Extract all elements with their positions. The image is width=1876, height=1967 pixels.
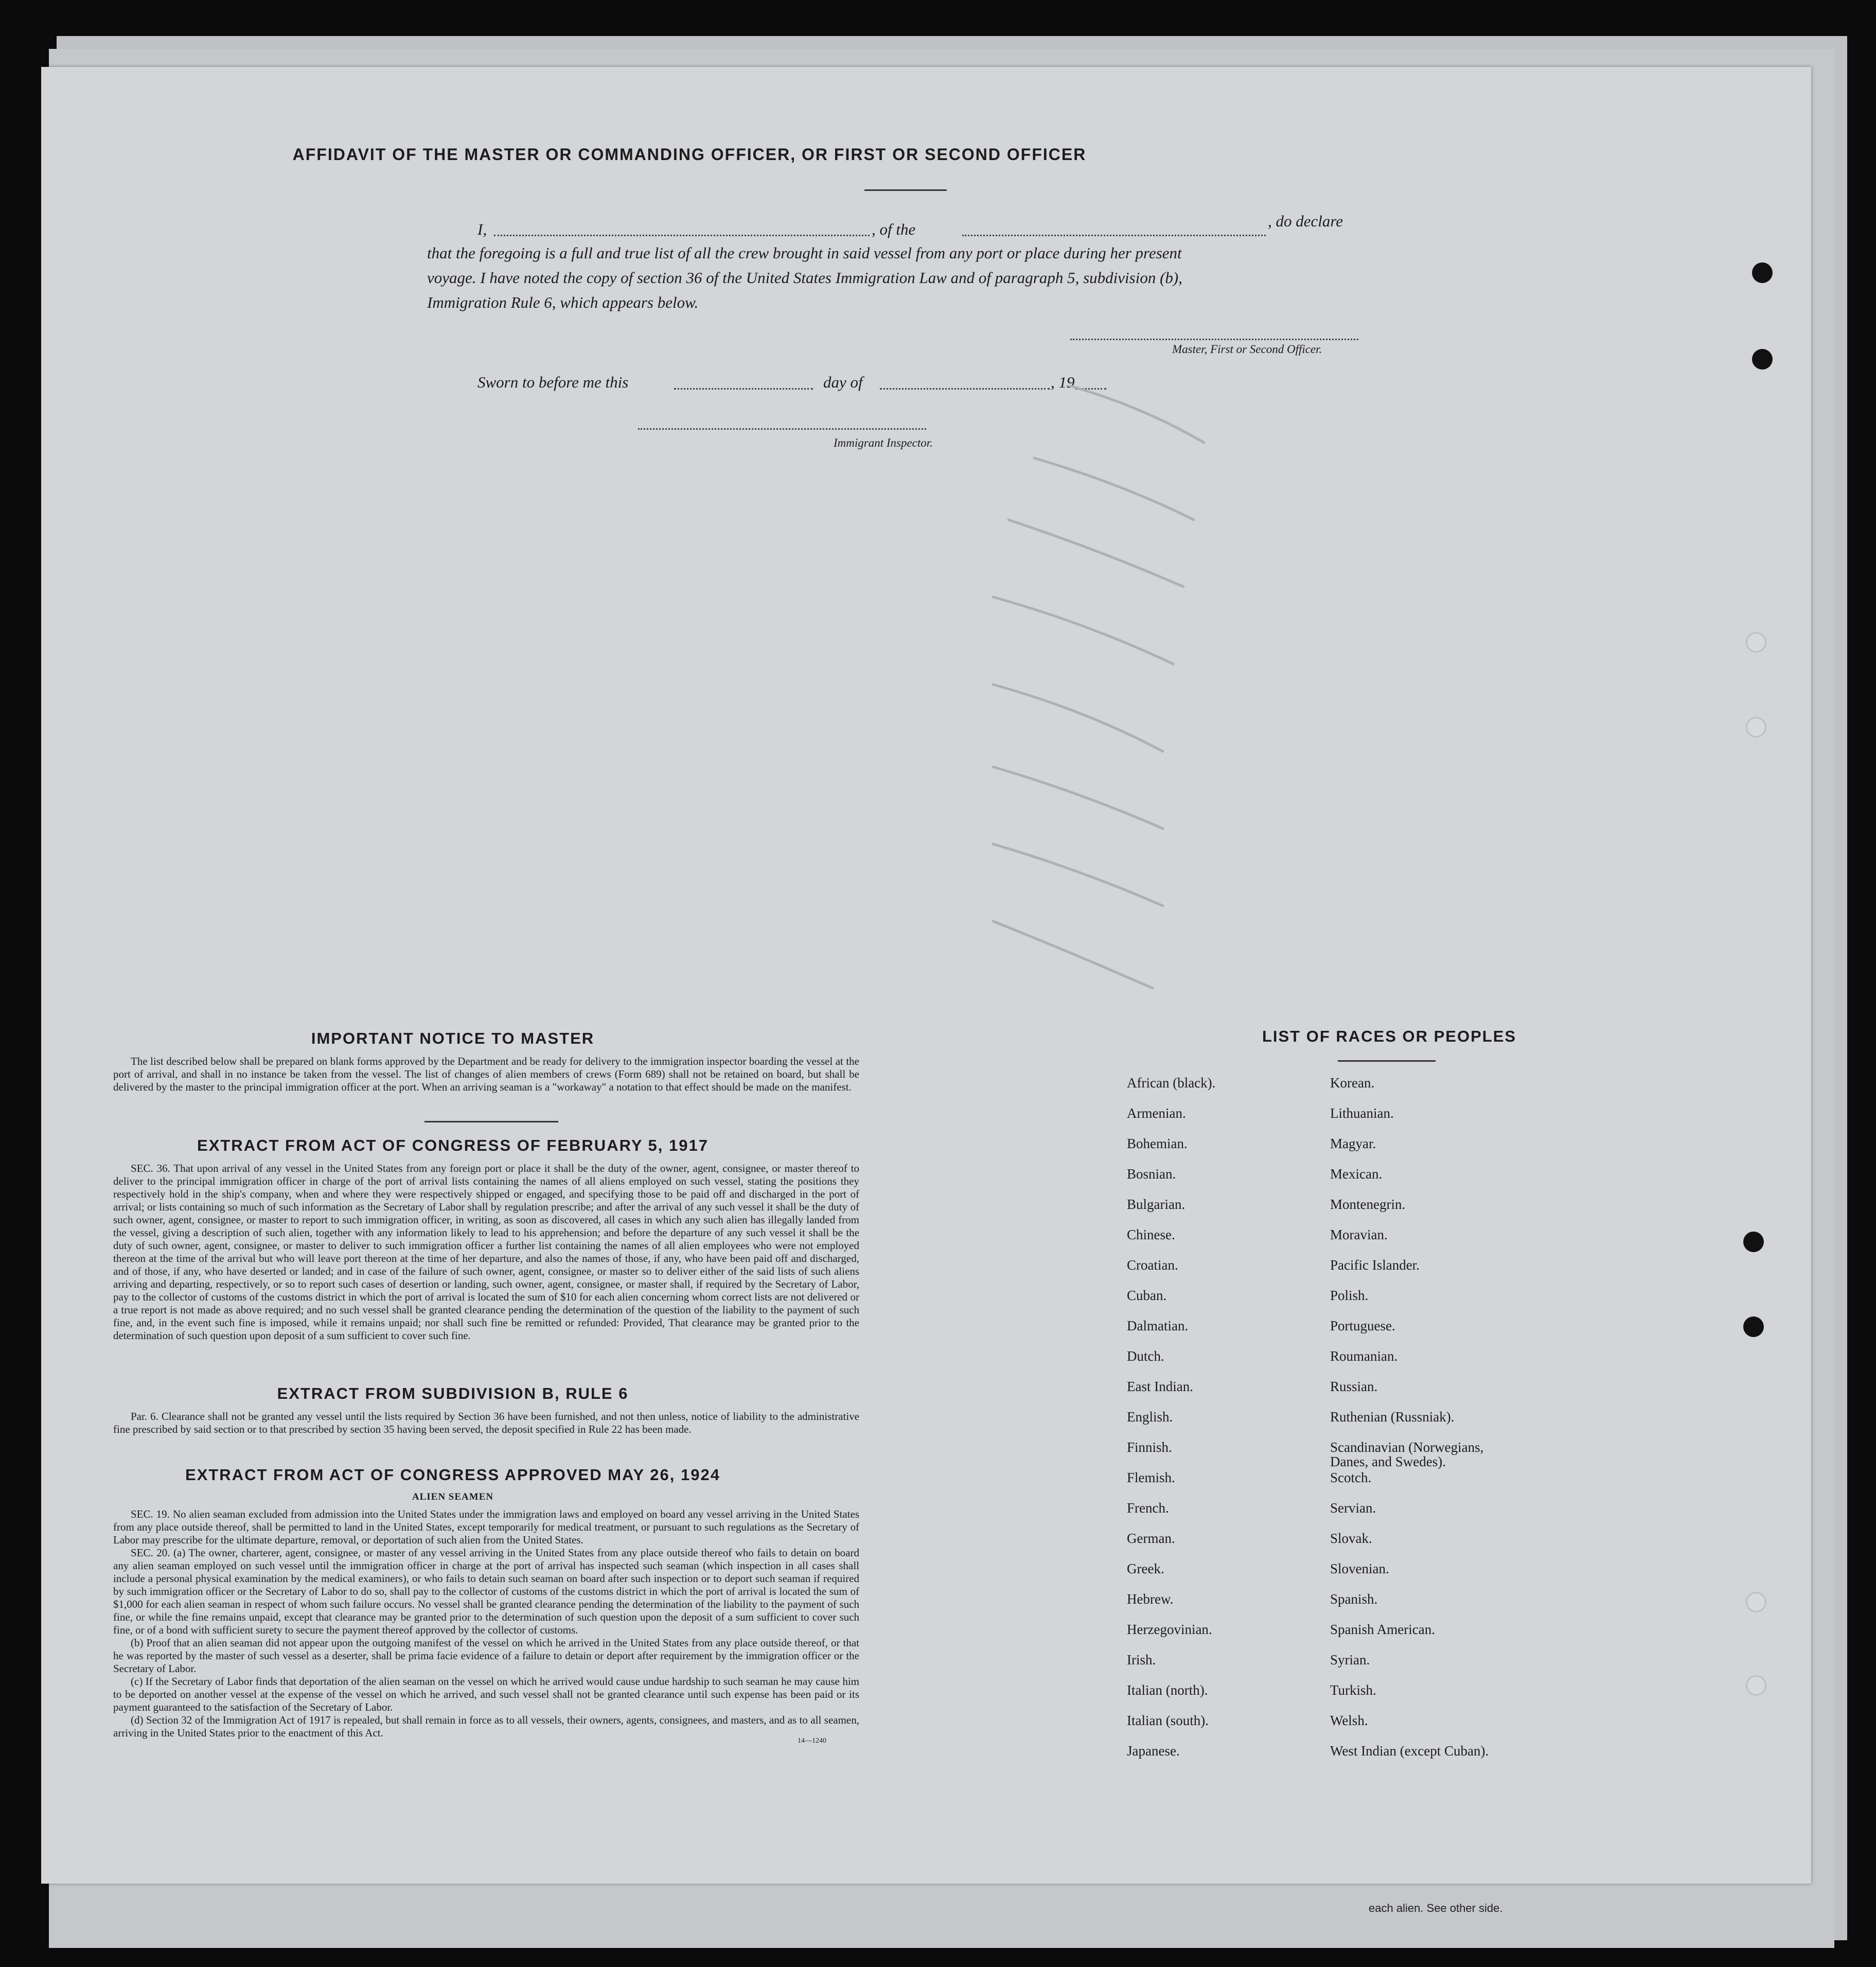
- race-item: Spanish American.: [1330, 1622, 1435, 1637]
- binder-hole: [1746, 717, 1766, 737]
- race-item: Servian.: [1330, 1500, 1376, 1516]
- race-item: Mexican.: [1330, 1166, 1383, 1182]
- race-item: Greek.: [1127, 1561, 1164, 1576]
- race-item: Magyar.: [1330, 1136, 1376, 1151]
- affidavit-body: [427, 241, 1446, 315]
- race-item: Montenegrin.: [1330, 1197, 1406, 1212]
- race-item: Turkish.: [1330, 1682, 1376, 1698]
- affidavit-i-label: I,: [477, 220, 487, 238]
- race-item: Portuguese.: [1330, 1318, 1395, 1333]
- sec-20b-text: (b) Proof that an alien seaman did not appear upon the outgoing manifest of the vessel on which he arrived in the United States from any place outside thereof, or that he was reported by the master of such vessel as a deserter, shall be prima facie evidence of a failure to detain or deport after requirement by the immigration officer or the Secretary of Labor.: [113, 1637, 859, 1675]
- race-item: Korean.: [1330, 1075, 1375, 1091]
- race-item: Irish.: [1127, 1652, 1156, 1667]
- sec-20d-text: (d) Section 32 of the Immigration Act of 1917 is repealed, but shall remain in force as to all vessels, their owners, agents, consignees, and masters, and as to all seamen, arriving in the United States prior to the enactment of this Act.: [113, 1714, 859, 1739]
- signature-blank-line: [1070, 339, 1358, 340]
- race-item: African (black).: [1127, 1075, 1216, 1091]
- document-page: [41, 67, 1811, 1884]
- sworn-label: Sworn to before me this: [477, 373, 629, 391]
- sec-20c-text: (c) If the Secretary of Labor finds that deportation of the alien seaman on the vessel on which he arrived would cause undue hardship to such seaman he may cause him to be deported on another vessel at the expense of the vessel on which he arrived, and such vessel shall not be granted clearance until such expense has been paid or its payment guaranteed to the satisfaction of the Secretary of Labor.: [113, 1675, 859, 1713]
- race-item: Welsh.: [1330, 1713, 1368, 1728]
- inspector-blank-line: [638, 428, 926, 430]
- extract-1917-text: SEC. 36. That upon arrival of any vessel in the United States from any foreign port or place it shall be the duty of the owner, agent, consignee, or master thereof to deliver to the principal immigration officer in charge of the port of arrival lists containing the names of all aliens employed on such vessel, stating the positions they respectively hold in the ship's company, when and where they were respectively shipped or engaged, and specifying those to be paid off and discharged in the port of arrival; or lists containing so much of such information as the Secretary of Labor shall by regulation prescribe; and after the arrival of any such vessel it shall be the duty of such owner, agent, consignee, or master to report to such immigration officer, in writing, as soon as discovered, all cases in which any such alien has illegally landed from the vessel, giving a description of such alien, together with any information likely to lead to his apprehension; and before the departure of any such vessel it shall be the duty of such owner, agent, consignee, or master to deliver to such immigration officer a further list containing the names of all alien employees who were not employed thereon at the time of the arrival but who will leave port thereon at the time of her departure, and also the names of those, if any, who have been paid off and discharged, and of those, if any, who have deserted or landed; and in case of the failure of such owner, agent, consignee, or master so to deliver either of the said lists of such aliens arriving and departing, respectively, or so to report such cases of desertion or landing, such owner, agent, consignee, or master shall, if required by the Secretary of Labor, pay to the collector of customs of the customs district in which the port of arrival is located the sum of $10 for each alien concerning whom correct lists are not delivered or a true report is not made as above required; and no such vessel shall be granted clearance pending the determination of the question of the liability to the payment of such fine, and, in the event such fine is imposed, while it remains unpaid; nor shall such fine be remitted or refunded: Provided, That clearance may be granted prior to the determination of such question upon deposit of a sum sufficient to cover such fine.: [113, 1162, 859, 1342]
- affidavit-line: that the foregoing is a full and true list of all the crew brought in said vessel from any port or place during her present: [427, 244, 1182, 262]
- race-item: Russian.: [1330, 1379, 1378, 1394]
- race-item: English.: [1127, 1409, 1173, 1425]
- binder-hole: [1746, 632, 1766, 653]
- race-item: Bulgarian.: [1127, 1197, 1185, 1212]
- race-item: West Indian (except Cuban).: [1330, 1743, 1489, 1759]
- affidavit-line: voyage. I have noted the copy of section 36 of the United States Immigration Law and of paragraph 5, subdivision (b),: [427, 269, 1182, 287]
- affidavit-do-declare: , do declare: [1268, 212, 1343, 230]
- extract-rule6-text: Par. 6. Clearance shall not be granted any vessel until the lists required by Section 36 have been furnished, and not then unless, notice of liability to the administrative fine prescribed by said section or to that prescribed by section 35 having been served, the deposit specified in Rule 22 has been made.: [113, 1410, 859, 1435]
- binder-hole: [1746, 1592, 1766, 1612]
- notice-text: The list described below shall be prepared on blank forms approved by the Department and be ready for delivery to the immigration inspector boarding the vessel at the port of arrival, and shall in no instance be taken from the vessel. The list of changes of alien members of crews (Form 689) shall not be retained on board, but shall be delivered by the master to the principal immigration officer at the port. When an arriving seaman is a "workaway" a notation to that effect should be made on the manifest.: [113, 1055, 859, 1093]
- day-of-label: day of: [823, 373, 863, 391]
- race-item: Spanish.: [1330, 1591, 1378, 1607]
- race-item: East Indian.: [1127, 1379, 1193, 1394]
- vessel-blank-line: [962, 235, 1266, 236]
- race-item: Dalmatian.: [1127, 1318, 1189, 1333]
- extract-rule6-title: EXTRACT FROM SUBDIVISION B, RULE 6: [277, 1384, 629, 1402]
- race-item: Hebrew.: [1127, 1591, 1174, 1607]
- race-item: Italian (north).: [1127, 1682, 1208, 1698]
- extract-1924-body: [113, 1508, 859, 1740]
- extract-1917-body: [113, 1162, 859, 1342]
- race-item: Lithuanian.: [1330, 1105, 1394, 1121]
- race-item: Ruthenian (Russniak).: [1330, 1409, 1455, 1425]
- race-item: Finnish.: [1127, 1439, 1172, 1455]
- underlying-sheet-text: each alien. See other side.: [1369, 1902, 1503, 1915]
- binder-hole: [1752, 262, 1773, 283]
- race-item: Dutch.: [1127, 1348, 1164, 1364]
- binder-hole: [1743, 1232, 1764, 1252]
- extract-1924-subtitle: ALIEN SEAMEN: [412, 1491, 494, 1502]
- form-number: 14—1240: [798, 1737, 826, 1745]
- affidavit-of-the-label: , of the: [872, 220, 916, 238]
- race-item: Polish.: [1330, 1288, 1369, 1303]
- signature-caption: Master, First or Second Officer.: [1172, 343, 1322, 356]
- races-title: LIST OF RACES OR PEOPLES: [1262, 1027, 1517, 1045]
- divider: [864, 189, 947, 191]
- race-item: Bosnian.: [1127, 1166, 1176, 1182]
- race-item: Roumanian.: [1330, 1348, 1398, 1364]
- binder-hole: [1752, 349, 1773, 370]
- bleed-through-marks: [916, 355, 1276, 1024]
- binder-hole: [1746, 1675, 1766, 1696]
- race-item: Pacific Islander.: [1330, 1257, 1420, 1273]
- affidavit-line: Immigration Rule 6, which appears below.: [427, 293, 699, 311]
- extract-rule6-body: [113, 1410, 859, 1436]
- race-item: Herzegovinian.: [1127, 1622, 1212, 1637]
- race-item: Cuban.: [1127, 1288, 1167, 1303]
- race-item: French.: [1127, 1500, 1169, 1516]
- name-blank-line: [494, 235, 870, 236]
- race-item: Moravian.: [1330, 1227, 1388, 1242]
- race-item: Armenian.: [1127, 1105, 1186, 1121]
- race-item: Flemish.: [1127, 1470, 1175, 1485]
- race-item: Slovak.: [1330, 1531, 1372, 1546]
- race-item: Italian (south).: [1127, 1713, 1209, 1728]
- extract-1924-title: EXTRACT FROM ACT OF CONGRESS APPROVED MAY 26, 1924: [185, 1466, 720, 1484]
- notice-title: IMPORTANT NOTICE TO MASTER: [311, 1029, 595, 1047]
- inspector-caption: Immigrant Inspector.: [834, 436, 933, 449]
- race-item: Scotch.: [1330, 1470, 1372, 1485]
- race-item: Slovenian.: [1330, 1561, 1389, 1576]
- race-item: German.: [1127, 1531, 1175, 1546]
- race-item: Syrian.: [1330, 1652, 1370, 1667]
- affidavit-title: AFFIDAVIT OF THE MASTER OR COMMANDING OFFICER, OR FIRST OR SECOND OFFICER: [292, 145, 1087, 164]
- race-item: Japanese.: [1127, 1743, 1180, 1759]
- race-item: Bohemian.: [1127, 1136, 1188, 1151]
- sec-20a-text: SEC. 20. (a) The owner, charterer, agent, consignee, or master of any vessel arriving in the United States from any place outside thereof who fails to detain on board any alien seaman employed on such vessel until the immigration officer in charge at the port of arrival has inspected such seaman (which inspection in all cases shall include a personal physical examination by the medical examiners), or who fails to detain such seaman on board after such inspection or to deport such seaman if required by such immigration officer or the Secretary of Labor to do so, shall pay to the collector of customs of the customs district in which the port of arrival is located the sum of $1,000 for each alien seaman in respect of whom such failure occurs. No vessel shall be granted clearance pending the determination of the liability to the payment of such fine, or while the fine remains unpaid, except that clearance may be granted prior to the determination of such question upon the deposit of a sum sufficient to cover such fine, or of a bond with sufficient surety to secure the payment thereof approved by the collector of customs.: [113, 1547, 859, 1636]
- day-blank-line: [674, 388, 813, 390]
- divider: [424, 1121, 558, 1122]
- sec-19-text: SEC. 19. No alien seaman excluded from admission into the United States under the immigration laws and employed on board any vessel arriving in the United States from any place outside thereof, shall be permitted to land in the United States, except temporarily for medical treatment, or pursuant to such regulations as the Secretary of Labor may prescribe for the ultimate departure, removal, or deportation of such alien from the United States.: [113, 1508, 859, 1546]
- notice-body: [113, 1055, 859, 1094]
- race-item: Scandinavian (Norwegians, Danes, and Swedes).: [1330, 1439, 1484, 1469]
- divider: [1338, 1060, 1436, 1062]
- race-item: Chinese.: [1127, 1227, 1175, 1242]
- binder-hole: [1743, 1316, 1764, 1337]
- year-prefix: , 19: [1051, 373, 1075, 391]
- extract-1917-title: EXTRACT FROM ACT OF CONGRESS OF FEBRUARY 5, 1917: [197, 1136, 709, 1154]
- races-list: [1127, 1076, 1590, 1796]
- race-item: Croatian.: [1127, 1257, 1178, 1273]
